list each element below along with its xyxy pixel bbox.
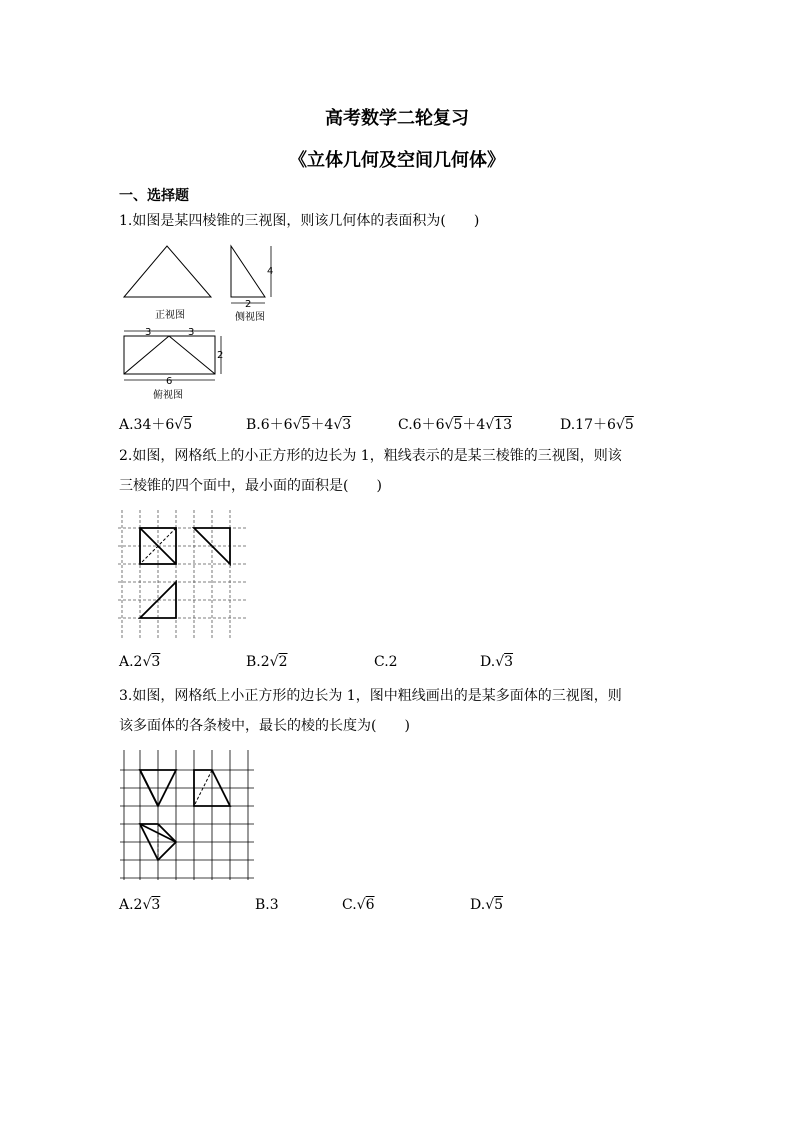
side-width-label: 2 [245, 299, 252, 310]
top-dim-h: 2 [217, 350, 224, 361]
side-height-label: 4 [267, 266, 274, 277]
top-dim-w: 6 [166, 376, 173, 387]
q3-option-b: B.3 [255, 897, 279, 913]
q3-option-a: A.2√3 [119, 897, 161, 913]
q2-option-a: A.2√3 [119, 654, 161, 670]
top-dim-b: 3 [188, 327, 195, 338]
question-3-stem: 3.如图，网格纸上小正方形的边长为 1，图中粗线画出的是某多面体的三视图，则 该多面体的各条棱中，最长的棱的长度为( ) [119, 688, 622, 734]
q2-figure [118, 510, 250, 640]
q2-option-b: B.2√2 [246, 654, 288, 670]
side-view-label: 侧视图 [235, 312, 265, 323]
side-view-triangle [231, 246, 265, 297]
q1-option-c: C.6＋6√5＋4√13 [398, 417, 512, 433]
q3-figure [120, 750, 256, 882]
q1-option-d: D.17＋6√5 [560, 417, 634, 433]
front-view-label: 正视图 [155, 310, 185, 321]
q3-option-d: D.√5 [470, 897, 504, 913]
q1-option-a: A.34＋6√5 [119, 417, 193, 433]
doc-subtitle: 《立体几何及空间几何体》 [289, 150, 505, 171]
doc-title: 高考数学二轮复习 [325, 108, 469, 129]
question-2-stem: 2.如图，网格纸上的小正方形的边长为 1，粗线表示的是某三棱锥的三视图，则该 三棱锥的四个面中，最小面的面积是( ) [119, 448, 622, 494]
q2-views [140, 528, 230, 618]
question-1-stem: 1.如图是某四棱锥的三视图，则该几何体的表面积为( ) [119, 213, 480, 229]
section-heading: 一、选择题 [119, 188, 189, 204]
front-view-triangle [124, 246, 211, 297]
q1-figure [115, 240, 285, 405]
q1-option-b: B.6＋6√5＋4√3 [246, 417, 352, 433]
q3-hidden-edges [158, 770, 212, 860]
q3-option-c: C.√6 [342, 897, 375, 913]
q2-option-d: D.√3 [480, 654, 514, 670]
top-view-lines [124, 336, 215, 374]
q2-option-c: C.2 [374, 654, 398, 670]
q3-views [140, 770, 230, 860]
top-view-label: 俯视图 [153, 390, 183, 401]
top-view-rect [124, 336, 215, 374]
q2-grid [118, 510, 248, 638]
top-dim-a: 3 [145, 327, 152, 338]
